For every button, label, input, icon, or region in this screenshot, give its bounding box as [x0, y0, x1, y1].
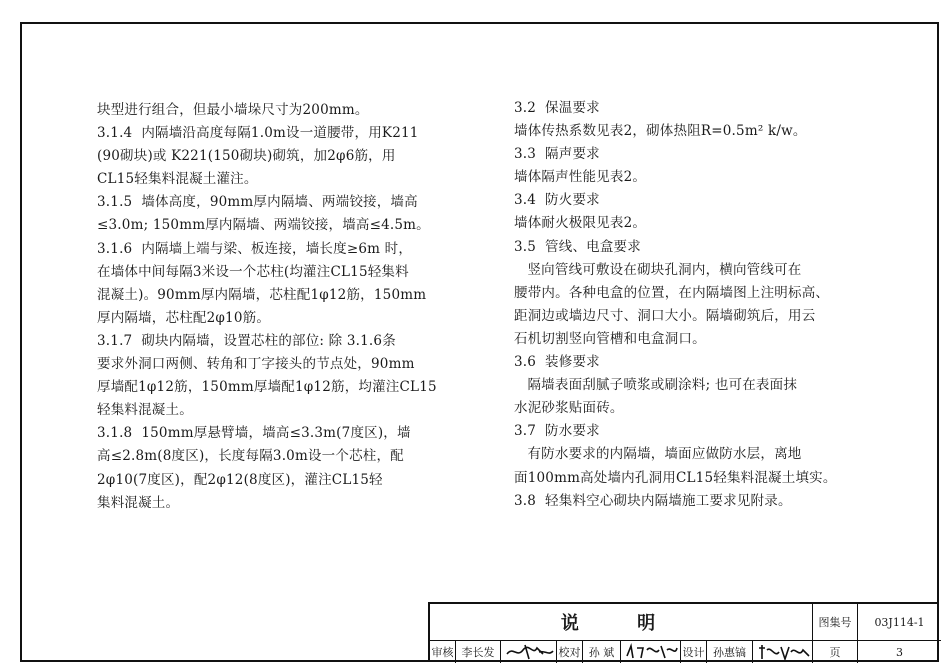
- atlas-number-label: 图集号: [813, 604, 858, 640]
- text-line: 3.1.4 内隔墙沿高度每隔1.0m设一道腰带，用K211: [97, 125, 419, 142]
- text-line: 墙体传热系数见表2，砌体热阻R=0.5m² k/w。: [514, 123, 807, 140]
- text-line: 轻集料混凝土。: [97, 402, 193, 419]
- reviewer-name: 李长发: [456, 641, 501, 663]
- right-text-column: [514, 97, 844, 513]
- text-line: 要求外洞口两侧、转角和丁字接头的节点处，90mm: [97, 356, 415, 373]
- design-label: 设计: [681, 641, 707, 663]
- checker-signature: [621, 641, 681, 663]
- section-heading: 3.5 管线、电盒要求: [514, 238, 641, 255]
- text-line: 混凝土)。90mm厚内隔墙，芯柱配1φ12筋，150mm: [97, 286, 427, 303]
- text-line: 3.1.6 内隔墙上端与梁、板连接，墙长度≥6m 时，: [97, 240, 413, 257]
- section-heading: 3.7 防水要求: [514, 423, 600, 440]
- text-line: 3.1.7 砌块内隔墙，设置芯柱的部位: 除 3.1.6条: [97, 332, 396, 349]
- text-line: 距洞边或墙边尺寸、洞口大小。隔墙砌筑后，用云: [514, 307, 816, 324]
- section-heading: 3.2 保温要求: [514, 100, 600, 116]
- text-line: CL15轻集料混凝土灌注。: [97, 171, 258, 188]
- text-line: 腰带内。各种电盒的位置，在内隔墙图上注明标高、: [514, 284, 830, 301]
- text-line: 厚内隔墙，芯柱配2φ10筋。: [97, 309, 271, 326]
- text-line: 厚墙配1φ12筋，150mm厚墙配1φ12筋，均灌注CL15: [97, 379, 437, 396]
- check-label: 校对: [557, 641, 583, 663]
- text-line: 有防水要求的内隔墙，墙面应做防水层，离地: [514, 446, 802, 463]
- text-line: 墙体隔声性能见表2。: [514, 169, 647, 186]
- section-heading: 3.3 隔声要求: [514, 146, 600, 163]
- checker-name: 孙 斌: [583, 641, 621, 663]
- page-number: 3: [896, 645, 903, 659]
- text-line: 墙体耐火极限见表2。: [514, 215, 647, 232]
- text-line: 在墙体中间每隔3米设一个芯柱(均灌注CL15轻集料: [97, 263, 409, 280]
- text-line: 高≤2.8m(8度区)，长度每隔3.0m设一个芯柱，配: [97, 448, 404, 465]
- text-line: 集料混凝土。: [97, 494, 180, 511]
- section-heading: 3.6 装修要求: [514, 354, 600, 371]
- sheet-title: 说 明: [430, 604, 813, 640]
- text-line: ≤3.0m; 150mm厚内隔墙、两端铰接，墙高≤4.5m。: [97, 217, 430, 234]
- page-label: 页: [813, 641, 858, 663]
- designer-signature: [753, 641, 813, 663]
- text-line: 石机切割竖向管槽和电盒洞口。: [514, 330, 706, 347]
- atlas-number: 03J114-1: [874, 615, 925, 629]
- text-line: 2φ10(7度区)，配2φ12(8度区)，灌注CL15轻: [97, 471, 383, 488]
- reviewer-signature: [501, 641, 557, 663]
- text-line: 水泥砂浆贴面砖。: [514, 400, 624, 417]
- text-line: 3.8 轻集料空心砌块内隔墙施工要求见附录。: [514, 492, 792, 509]
- text-line: 块型进行组合，但最小墙垛尺寸为200mm。: [97, 102, 369, 118]
- designer-name: 孙惠镐: [707, 641, 753, 663]
- section-heading: 3.4 防火要求: [514, 192, 600, 209]
- text-line: 3.1.8 150mm厚悬臂墙，墙高≤3.3m(7度区)，墙: [97, 425, 411, 442]
- title-block: [428, 602, 939, 662]
- text-line: 3.1.5 墙体高度，90mm厚内隔墙、两端铰接，墙高: [97, 194, 418, 211]
- left-text-column: [97, 99, 437, 515]
- text-line: (90砌块)或 K221(150砌块)砌筑，加2φ6筋，用: [97, 148, 396, 165]
- signature-row: [430, 640, 941, 664]
- text-line: 隔墙表面刮腻子喷浆或刷涂料; 也可在表面抹: [514, 377, 798, 394]
- text-line: 面100mm高处墙内孔洞用CL15轻集料混凝土填实。: [514, 469, 837, 486]
- text-line: 竖向管线可敷设在砌块孔洞内，横向管线可在: [514, 261, 802, 278]
- review-label: 审核: [430, 641, 456, 663]
